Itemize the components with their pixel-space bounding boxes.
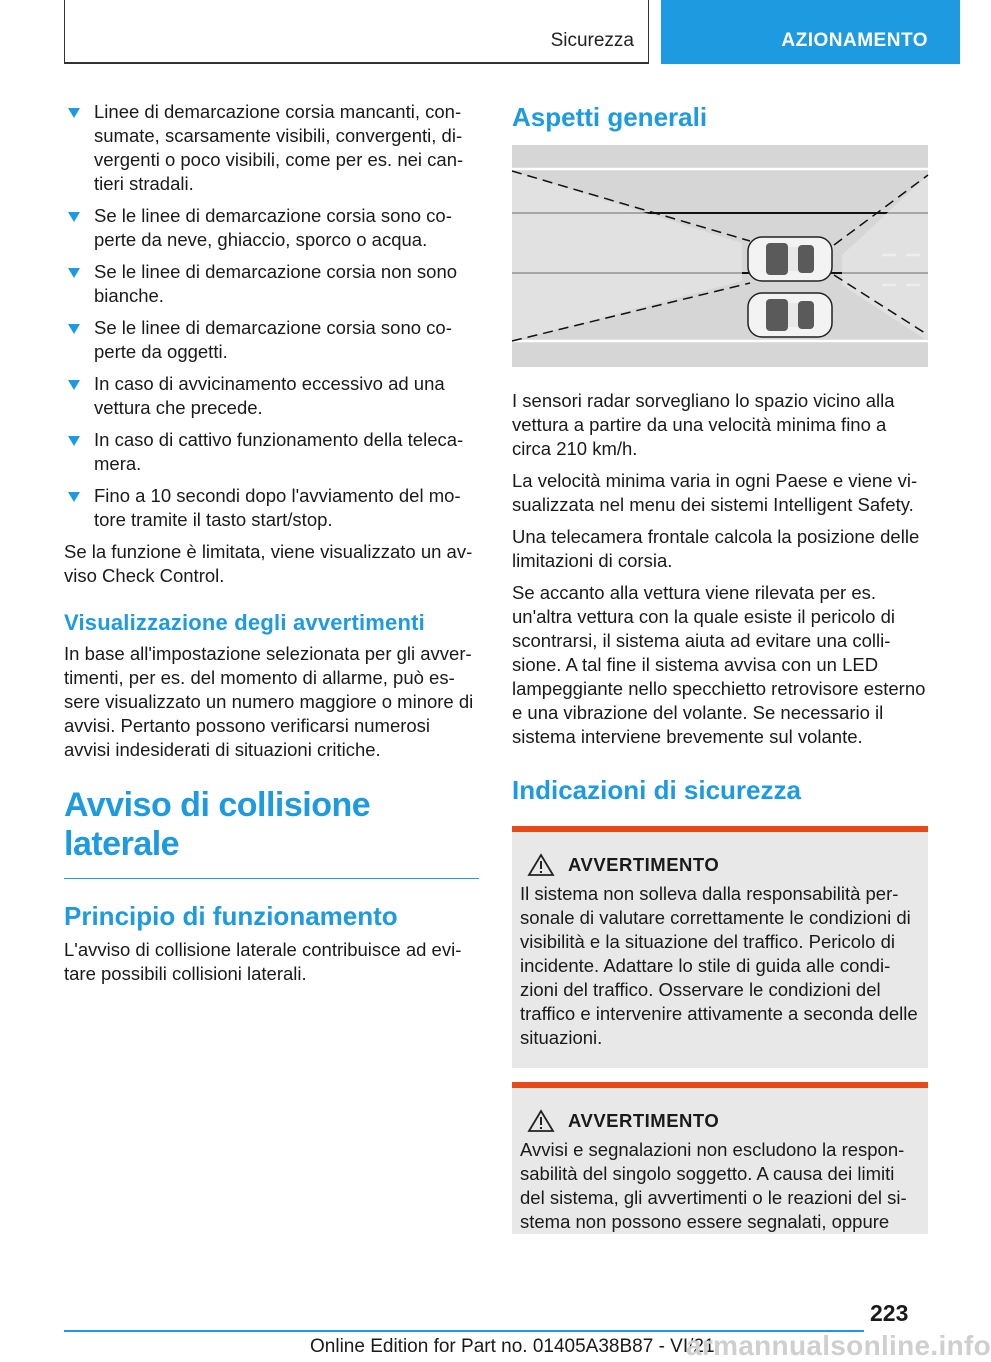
warning-box (512, 826, 928, 1068)
list-item: Linee di demarcazione corsia mancanti, consumate, scarsamente visibili, convergenti, divergenti o poco visibili, come per es. nei cantieri stradali. (64, 100, 479, 196)
triangle-bullet-icon (68, 492, 80, 502)
header-section-tab (64, 0, 649, 64)
warning-text: Avvisi e segnalazioni non escludono la responsabilità del singolo soggetto. A causa dei limiti del sistema, gli avvertimenti o le reazioni del sistema non possono essere segnalati, oppure (520, 1139, 907, 1232)
warning-triangle-icon (528, 1110, 554, 1132)
section-title: Avviso di collisione laterale (64, 786, 479, 879)
right-column (512, 100, 928, 1234)
header-chapter-tab (661, 0, 960, 64)
warning-title-row (520, 1110, 920, 1132)
principle-heading: Principio di funzionamento (64, 901, 398, 931)
list-item: Fino a 10 secondi dopo l'avviamento del motore tramite il tasto start/stop. (64, 484, 479, 532)
triangle-bullet-icon (68, 324, 80, 334)
triangle-bullet-icon (68, 380, 80, 390)
car-icon (748, 237, 832, 281)
triangle-bullet-icon (68, 212, 80, 222)
warning-box (512, 1082, 928, 1234)
limitations-list (64, 100, 479, 532)
watermark: armannualsonline.info (686, 1330, 991, 1361)
header-section-label: Sicurezza (550, 30, 634, 51)
list-item: Se le linee di demarcazione corsia sono coperte da neve, ghiaccio, sporco o acqua. (64, 204, 479, 252)
warnings-heading: Visualizzazione degli avvertimenti (64, 610, 425, 635)
warning-text: Il sistema non solleva dalla responsabilità personale di valutare correttamente le condizioni di visibilità e la situazione del traffico. Pericolo di incidente. Adattare lo stile di guida alle condizioni del traffico. Osservare le condizioni del traffico e intervenire attivamente a seconda delle situazioni. (520, 883, 918, 1048)
paragraph: I sensori radar sorvegliano lo spazio vicino alla vettura a partire da una velocità minima fino a circa 210 km/h. (512, 390, 895, 459)
triangle-bullet-icon (68, 268, 80, 278)
list-item: Se le linee di demarcazione corsia non sono bianche. (64, 260, 479, 308)
list-item: In caso di avvicinamento eccessivo ad una vettura che precede. (64, 372, 479, 420)
warning-title: AVVERTIMENTO (568, 1110, 720, 1131)
car-icon (748, 293, 832, 337)
triangle-bullet-icon (68, 436, 80, 446)
page-number: 223 (870, 1300, 909, 1326)
list-item: Se le linee di demarcazione corsia sono coperte da oggetti. (64, 316, 479, 364)
triangle-bullet-icon (68, 108, 80, 118)
lane-sensor-figure (512, 145, 928, 367)
safety-heading: Indicazioni di sicurezza (512, 775, 801, 805)
paragraph: Una telecamera frontale calcola la posizione delle limitazioni di corsia. (512, 526, 920, 571)
paragraph: La velocità minima varia in ogni Paese e viene visualizzata nel menu dei sistemi Intelligent Safety. (512, 470, 918, 515)
warnings-text: In base all'impostazione selezionata per gli avvertimenti, per es. del momento di allarme, può essere visualizzato un numero maggiore o minore di avvisi. Pertanto possono verificarsi numerosi avvisi indesiderati di situazioni critiche. (64, 643, 474, 760)
left-column (64, 100, 479, 994)
paragraph: Se accanto alla vettura viene rilevata per es. un'altra vettura con la quale esiste il pericolo di scontrarsi, il sistema aiuta ad evitare una collisione. A tal fine il sistema avvisa con un LED lampeggiante nello specchietto retrovisore esterno e una vibrazione del volante. Se necessario il sistema interviene brevemente sul volante. (512, 582, 926, 747)
principle-text: L'avviso di collisione laterale contribuisce ad evitare possibili collisioni laterali. (64, 939, 462, 984)
warning-triangle-icon (528, 854, 554, 876)
warning-title-row (520, 854, 920, 876)
limited-note: Se la funzione è limitata, viene visualizzato un avviso Check Control. (64, 541, 473, 586)
list-item: In caso di cattivo funzionamento della telecamera. (64, 428, 479, 476)
warning-title: AVVERTIMENTO (568, 854, 720, 875)
footer-edition: Online Edition for Part no. 01405A38B87 - VI/21 (310, 1336, 715, 1357)
header-chapter-label: AZIONAMENTO (781, 30, 928, 51)
general-heading: Aspetti generali (512, 102, 708, 132)
